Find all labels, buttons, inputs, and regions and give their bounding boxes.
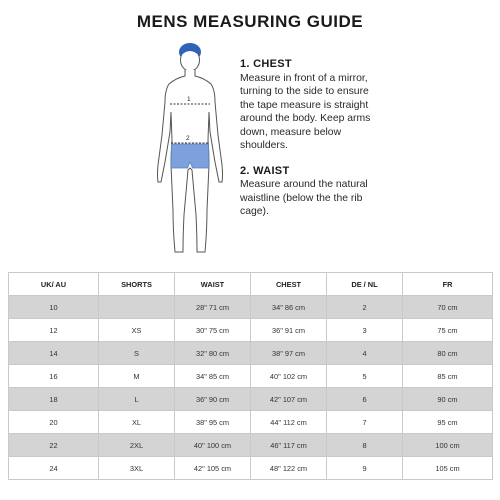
cell-de-nl: 6 bbox=[327, 388, 403, 411]
cell-shorts: S bbox=[99, 342, 175, 365]
cell-chest: 34" 86 cm bbox=[251, 296, 327, 319]
page-title: MENS MEASURING GUIDE bbox=[136, 12, 364, 31]
table-row bbox=[9, 365, 493, 388]
cell-waist: 36" 90 cm bbox=[175, 388, 251, 411]
cell-uk-au: 16 bbox=[9, 365, 99, 388]
cell-waist: 38" 95 cm bbox=[175, 411, 251, 434]
cell-chest: 38" 97 cm bbox=[251, 342, 327, 365]
table-row bbox=[9, 296, 493, 319]
cell-shorts: XS bbox=[99, 319, 175, 342]
header-uk-au: UK/ AU bbox=[9, 273, 99, 296]
cell-shorts: 2XL bbox=[99, 434, 175, 457]
cell-uk-au: 10 bbox=[9, 296, 99, 319]
cell-shorts: L bbox=[99, 388, 175, 411]
cell-fr: 80 cm bbox=[403, 342, 493, 365]
table-row bbox=[9, 388, 493, 411]
table-row bbox=[9, 434, 493, 457]
cell-fr: 70 cm bbox=[403, 296, 493, 319]
table-header-row bbox=[9, 273, 493, 296]
cell-shorts: M bbox=[99, 365, 175, 388]
cell-waist: 28" 71 cm bbox=[175, 296, 251, 319]
header-waist: WAIST bbox=[175, 273, 251, 296]
table-row bbox=[9, 319, 493, 342]
table-row bbox=[9, 342, 493, 365]
cell-de-nl: 7 bbox=[327, 411, 403, 434]
cell-chest: 40" 102 cm bbox=[251, 365, 327, 388]
cell-shorts: XL bbox=[99, 411, 175, 434]
cell-uk-au: 18 bbox=[9, 388, 99, 411]
chest-marker-label: 1 bbox=[187, 96, 191, 103]
header-de-nl: DE / NL bbox=[327, 273, 403, 296]
chest-instruction bbox=[240, 58, 380, 153]
cell-de-nl: 5 bbox=[327, 365, 403, 388]
cell-chest: 42" 107 cm bbox=[251, 388, 327, 411]
cell-uk-au: 24 bbox=[9, 457, 99, 480]
cell-uk-au: 22 bbox=[9, 434, 99, 457]
cell-de-nl: 3 bbox=[327, 319, 403, 342]
cell-waist: 40" 100 cm bbox=[175, 434, 251, 457]
waist-instruction bbox=[240, 165, 380, 219]
waist-instruction-title: 2. WAIST bbox=[240, 164, 290, 177]
header-chest: CHEST bbox=[251, 273, 327, 296]
body-figure-illustration bbox=[140, 40, 240, 265]
body-figure-svg bbox=[140, 40, 240, 265]
cell-fr: 95 cm bbox=[403, 411, 493, 434]
cell-waist: 42" 105 cm bbox=[175, 457, 251, 480]
cell-shorts: 3XL bbox=[99, 457, 175, 480]
cell-chest: 36" 91 cm bbox=[251, 319, 327, 342]
cell-fr: 75 cm bbox=[403, 319, 493, 342]
table-row bbox=[9, 411, 493, 434]
cell-de-nl: 8 bbox=[327, 434, 403, 457]
cell-fr: 90 cm bbox=[403, 388, 493, 411]
cell-uk-au: 12 bbox=[9, 319, 99, 342]
chest-instruction-title: 1. CHEST bbox=[240, 58, 292, 70]
cell-fr: 100 cm bbox=[403, 434, 493, 457]
cell-waist: 30" 75 cm bbox=[175, 319, 251, 342]
cell-chest: 48" 122 cm bbox=[251, 457, 327, 480]
cell-uk-au: 20 bbox=[9, 411, 99, 434]
cell-shorts bbox=[99, 296, 175, 319]
cell-chest: 46" 117 cm bbox=[251, 434, 327, 457]
cell-fr: 85 cm bbox=[403, 365, 493, 388]
measuring-instructions bbox=[240, 58, 380, 219]
header-shorts: SHORTS bbox=[99, 273, 175, 296]
cell-fr: 105 cm bbox=[403, 457, 493, 480]
table-row bbox=[9, 457, 493, 480]
cell-waist: 34" 85 cm bbox=[175, 365, 251, 388]
waist-marker-label: 2 bbox=[186, 135, 190, 142]
cell-uk-au: 14 bbox=[9, 342, 99, 365]
cell-waist: 32" 80 cm bbox=[175, 342, 251, 365]
chest-instruction-text: Measure in front of a mirror, turning to the side to ensure the tape measure is straight around the body. Keep arms down, measure below shoulders. bbox=[240, 72, 371, 151]
cell-de-nl: 2 bbox=[327, 296, 403, 319]
cell-de-nl: 4 bbox=[327, 342, 403, 365]
header-fr: FR bbox=[403, 273, 493, 296]
cell-de-nl: 9 bbox=[327, 457, 403, 480]
waist-instruction-text: Measure around the natural waistline (below the the rib cage). bbox=[240, 179, 368, 217]
size-chart-table bbox=[8, 272, 493, 480]
cell-chest: 44" 112 cm bbox=[251, 411, 327, 434]
